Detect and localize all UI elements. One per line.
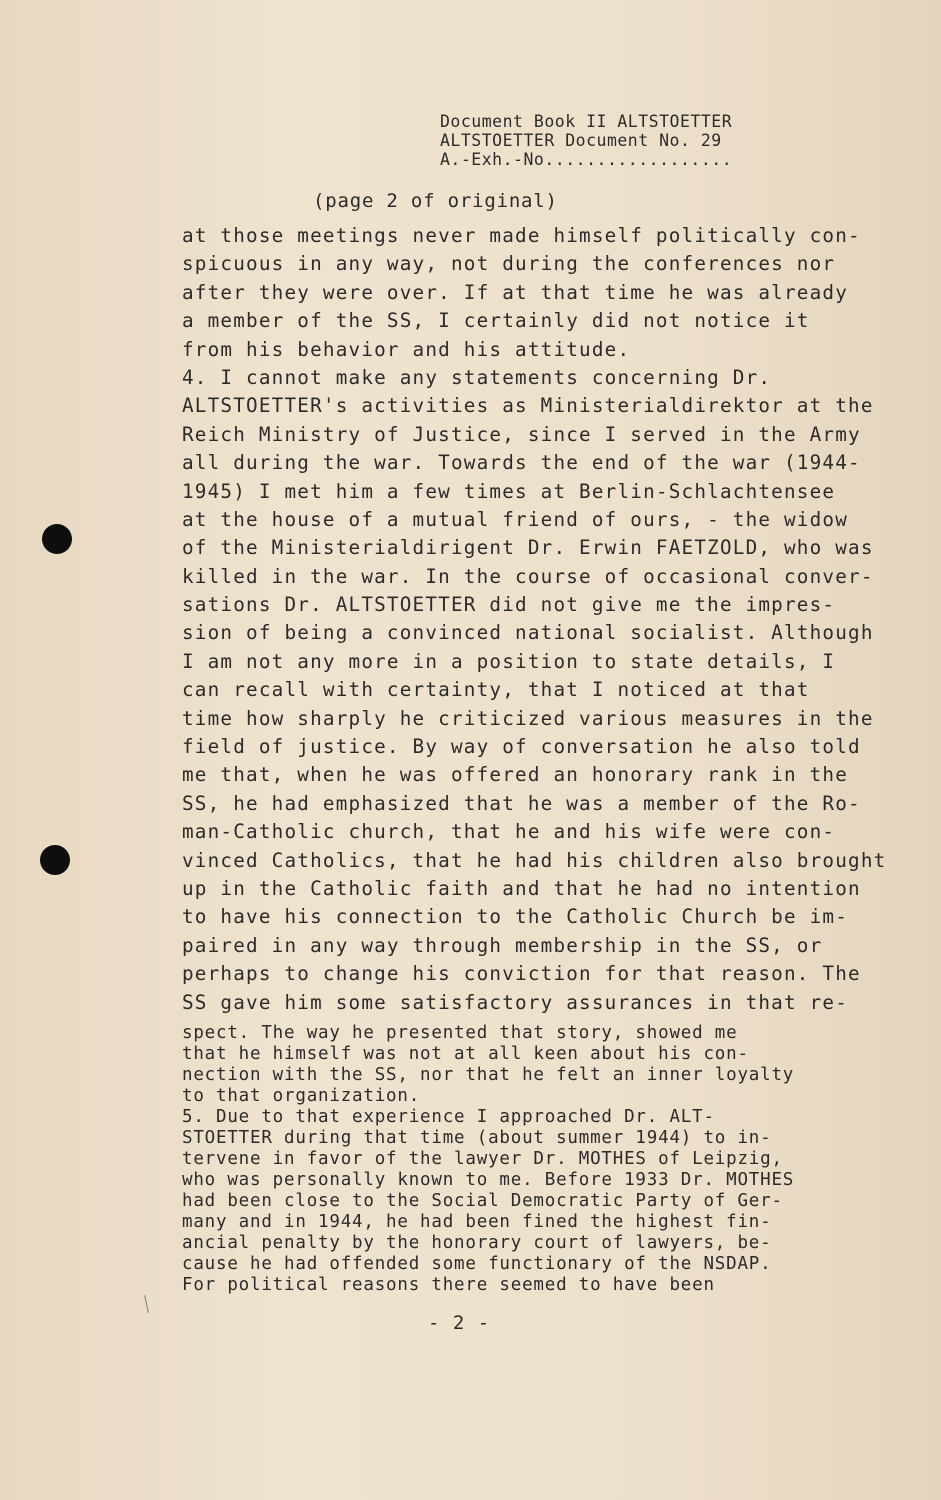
text-line: to have his connection to the Catholic Church be im- (182, 905, 849, 929)
text-line: tervene in favor of the lawyer Dr. MOTHES of Leipzig, (182, 1148, 783, 1169)
text-line: SS gave him some satisfactory assurances in that re- (182, 990, 849, 1014)
text-line: ALTSTOETTER's activities as Ministerialdirektor at the (182, 394, 874, 418)
text-line: killed in the war. In the course of occasional conver- (182, 564, 874, 588)
header-line-2: ALTSTOETTER Document No. 29 (440, 131, 722, 150)
text-line: I am not any more in a position to state details, I (182, 649, 836, 673)
text-line: after they were over. If at that time he was already (182, 280, 849, 304)
header-line-3: A.-Exh.-No.................. (440, 150, 733, 169)
text-line: Reich Ministry of Justice, since I served in the Army (182, 422, 861, 446)
page-subtitle: (page 2 of original) (313, 190, 558, 212)
text-line: 1945) I met him a few times at Berlin-Schlachtensee (182, 479, 836, 503)
punch-hole (40, 845, 70, 875)
punch-hole (42, 524, 72, 554)
text-line: of the Ministerialdirigent Dr. Erwin FAETZOLD, who was (182, 536, 874, 560)
text-line: can recall with certainty, that I noticed at that (182, 678, 810, 702)
text-line: up in the Catholic faith and that he had no intention (182, 876, 861, 900)
text-line: man-Catholic church, that he and his wife were con- (182, 820, 836, 844)
text-line: that he himself was not at all keen about his con- (182, 1043, 749, 1064)
text-line: perhaps to change his conviction for that reason. The (182, 962, 861, 986)
text-line: spicuous in any way, not during the conferences nor (182, 252, 836, 276)
text-line: me that, when he was offered an honorary rank in the (182, 763, 849, 787)
text-line: vinced Catholics, that he had his children also brought (182, 848, 887, 872)
text-line: many and in 1944, he had been fined the highest fin- (182, 1211, 772, 1232)
header-line-1: Document Book II ALTSTOETTER (440, 112, 733, 131)
text-line: all during the war. Towards the end of the war (1944- (182, 451, 861, 475)
text-line: a member of the SS, I certainly did not notice it (182, 309, 810, 333)
text-line: sion of being a convinced national socialist. Although (182, 621, 874, 645)
text-line: nection with the SS, nor that he felt an inner loyalty (182, 1064, 795, 1085)
text-line: cause he had offended some functionary of the NSDAP. (182, 1253, 772, 1274)
text-line: had been close to the Social Democratic Party of Ger- (182, 1190, 783, 1211)
text-line: at the house of a mutual friend of ours, - the widow (182, 507, 849, 531)
text-line: field of justice. By way of conversation he also told (182, 735, 861, 759)
text-line: from his behavior and his attitude. (182, 337, 631, 361)
text-line: ancial penalty by the honorary court of lawyers, be- (182, 1232, 772, 1253)
text-line: For political reasons there seemed to have been (182, 1274, 715, 1295)
text-line: at those meetings never made himself politically con- (182, 224, 861, 247)
body-text (182, 222, 887, 1296)
text-line: paired in any way through membership in the SS, or (182, 933, 823, 957)
page-number: - 2 - (428, 1312, 491, 1334)
text-line: spect. The way he presented that story, showed me (182, 1022, 738, 1043)
document-header (440, 112, 800, 169)
text-line: time how sharply he criticized various measures in the (182, 706, 874, 730)
text-line: SS, he had emphasized that he was a member of the Ro- (182, 791, 861, 815)
text-line: 5. Due to that experience I approached Dr. ALT- (182, 1106, 715, 1127)
text-line: who was personally known to me. Before 1933 Dr. MOTHES (182, 1169, 795, 1190)
text-line: STOETTER during that time (about summer 1944) to in- (182, 1127, 772, 1148)
text-line: to that organization. (182, 1085, 421, 1106)
margin-mark (144, 1295, 149, 1313)
text-line: sations Dr. ALTSTOETTER did not give me the impres- (182, 593, 836, 617)
text-line: 4. I cannot make any statements concerning Dr. (182, 365, 772, 389)
